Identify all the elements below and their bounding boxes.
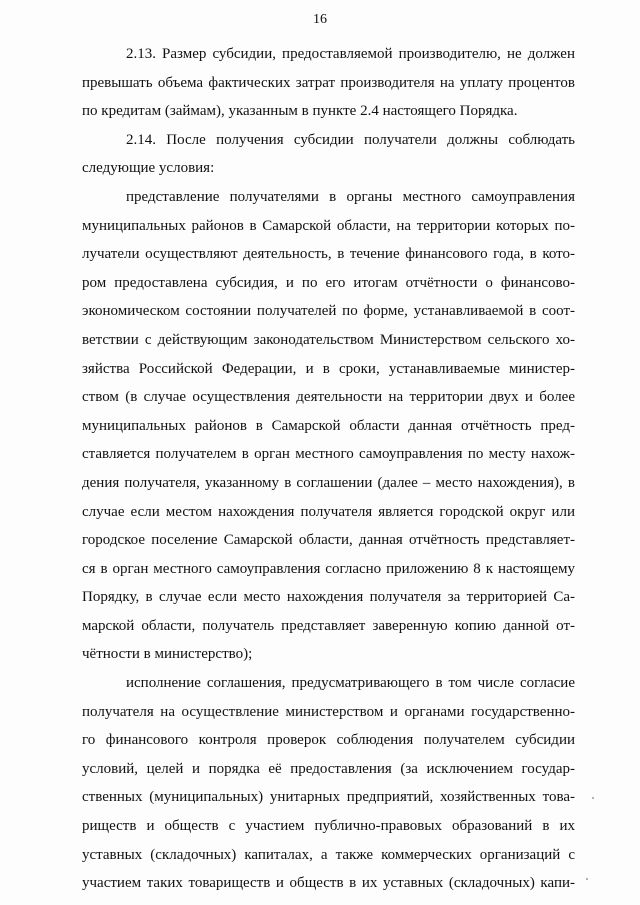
text-line: ся в орган местного самоуправления согласно приложению 8 к настоящему [82, 560, 575, 577]
page-number: 16 [313, 12, 327, 27]
text-line: 2.13. Размер субсидии, предоставляемой производителю, не должен [126, 46, 575, 62]
text-line: ством (в случае осуществления деятельности на территории двух и более [82, 389, 575, 406]
document-body [82, 40, 575, 898]
text-line: дения получателя, указанному в соглашении (далее – место нахождения), в [82, 474, 575, 491]
text-line: 2.14. После получения субсидии получатели должны соблюдать [126, 131, 575, 148]
text-line: случае если местом нахождения получателя является городской округ или [82, 503, 575, 520]
text-line: участием таких товариществ и обществ в их уставных (складочных) капи- [82, 875, 575, 892]
text-line: исполнение соглашения, предусматривающего в том числе согласие [126, 675, 575, 692]
text-line: представление получателями в органы местного самоуправления [126, 188, 575, 205]
text-line: условий, целей и порядка её предоставления (за исключением государ- [82, 760, 575, 777]
text-line: муниципальных районов в Самарской области данная отчётность пред- [82, 417, 575, 434]
text-line: риществ и обществ с участием публично-правовых образований в их [82, 818, 575, 835]
text-line: го финансового контроля проверок соблюдения получателем субсидии [82, 732, 575, 749]
text-line: муниципальных районов в Самарской области, на территории которых по- [82, 217, 575, 234]
scan-speck [592, 797, 594, 799]
text-line: городское поселение Самарской области, данная отчётность представляет- [82, 532, 575, 549]
text-line: лучатели осуществляют деятельность, в течение финансового года, в кото- [82, 246, 575, 263]
text-line: марской области, получатель представляет заверенную копию данной от- [82, 617, 575, 634]
text-line: по кредитам (займам), указанным в пункте 2.4 настоящего Порядка. [82, 103, 518, 120]
text-line: чётности в министерство); [82, 646, 253, 663]
text-line: уставных (складочных) капиталах, а также коммерческих организаций с [82, 846, 575, 863]
text-line: получателя на осуществление министерством и органами государственно- [82, 703, 575, 720]
text-line: зяйства Российской Федерации, и в сроки, устанавливаемые министер- [82, 360, 575, 377]
text-line: превышать объема фактических затрат производителя на уплату процентов [82, 74, 575, 91]
text-line: экономическом состоянии получателей по форме, устанавливаемой в соот- [82, 303, 575, 320]
text-line: ром предоставлена субсидия, и по его итогам отчётности о финансово- [82, 274, 575, 291]
text-line: ственных (муниципальных) унитарных предприятий, хозяйственных това- [82, 789, 575, 806]
text-line: следующие условия: [82, 160, 215, 177]
text-line: ставляется получателем в орган местного самоуправления по месту нахож- [82, 446, 575, 463]
scan-speck [586, 878, 588, 880]
text-line: Порядку, в случае если место нахождения получателя за территорией Са- [82, 589, 575, 606]
text-line: ветствии с действующим законодательством Министерством сельского хо- [82, 331, 575, 348]
